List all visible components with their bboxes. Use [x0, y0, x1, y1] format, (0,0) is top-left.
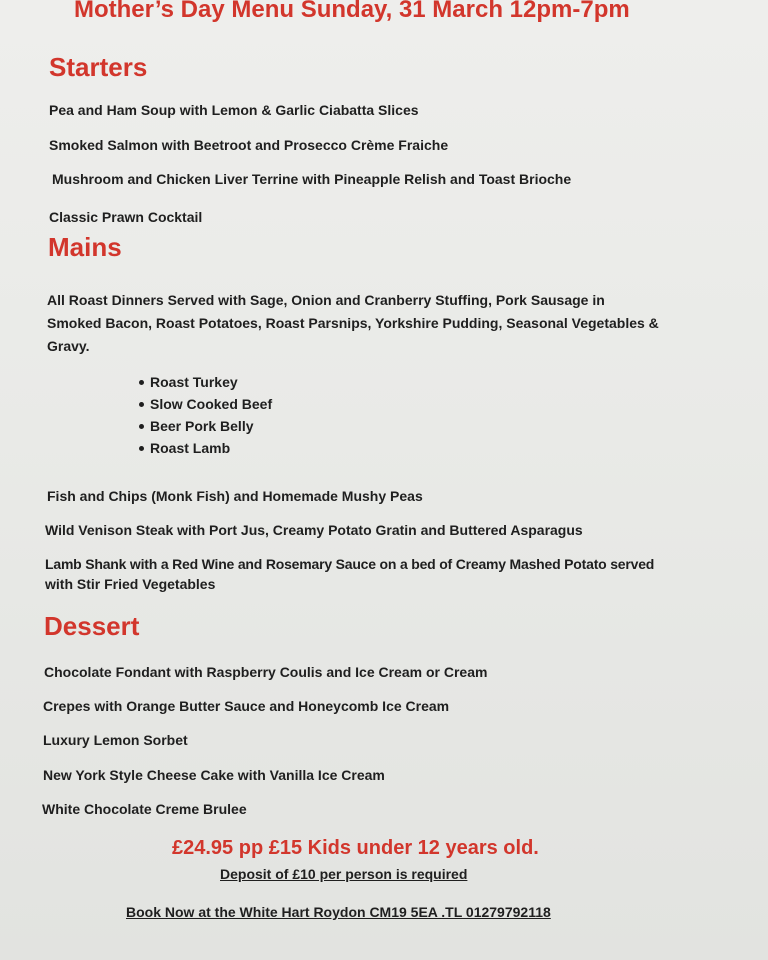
dessert-item: New York Style Cheese Cake with Vanilla Ice Cream — [43, 767, 385, 783]
dessert-heading: Dessert — [44, 611, 140, 641]
starters-heading: Starters — [49, 52, 148, 82]
bullet-icon — [139, 402, 144, 407]
menu-title: Mother’s Day Menu Sunday, 31 March 12pm-7pm — [74, 0, 630, 23]
roast-intro-line: All Roast Dinners Served with Sage, Onion and Cranberry Stuffing, Pork Sausage in — [47, 292, 605, 308]
roast-list — [139, 373, 272, 461]
price-line: £24.95 pp £15 Kids under 12 years old. — [172, 837, 539, 859]
main-item: Wild Venison Steak with Port Jus, Creamy Potato Gratin and Buttered Asparagus — [45, 522, 583, 538]
roast-item: Slow Cooked Beef — [139, 395, 272, 417]
dessert-item: Luxury Lemon Sorbet — [43, 732, 188, 748]
roast-item: Roast Turkey — [139, 373, 272, 395]
main-item: Lamb Shank with a Red Wine and Rosemary Sauce on a bed of Creamy Mashed Potato served — [45, 556, 655, 572]
bullet-icon — [139, 424, 144, 429]
starter-item: Classic Prawn Cocktail — [49, 209, 203, 225]
starter-item: Mushroom and Chicken Liver Terrine with Pineapple Relish and Toast Brioche — [52, 171, 572, 187]
dessert-item: Chocolate Fondant with Raspberry Coulis and Ice Cream or Cream — [44, 664, 488, 680]
bullet-icon — [139, 380, 144, 385]
bullet-icon — [139, 446, 144, 451]
dessert-item: White Chocolate Creme Brulee — [42, 801, 247, 817]
main-item-continued: with Stir Fried Vegetables — [45, 576, 216, 592]
main-item: Fish and Chips (Monk Fish) and Homemade Mushy Peas — [47, 488, 423, 504]
starter-item: Pea and Ham Soup with Lemon & Garlic Ciabatta Slices — [49, 102, 419, 118]
dessert-item: Crepes with Orange Butter Sauce and Honeycomb Ice Cream — [43, 698, 450, 714]
roast-intro-line: Gravy. — [47, 338, 90, 354]
roast-item: Beer Pork Belly — [139, 417, 272, 439]
starter-item: Smoked Salmon with Beetroot and Prosecco Crème Fraiche — [49, 137, 449, 153]
roast-item: Roast Lamb — [139, 439, 272, 461]
booking-info: Book Now at the White Hart Roydon CM19 5EA .TL 01279792118 — [126, 904, 551, 920]
mains-heading: Mains — [48, 232, 122, 262]
roast-intro-line: Smoked Bacon, Roast Potatoes, Roast Parsnips, Yorkshire Pudding, Seasonal Vegetables & — [47, 315, 659, 331]
deposit-note: Deposit of £10 per person is required — [220, 866, 468, 882]
